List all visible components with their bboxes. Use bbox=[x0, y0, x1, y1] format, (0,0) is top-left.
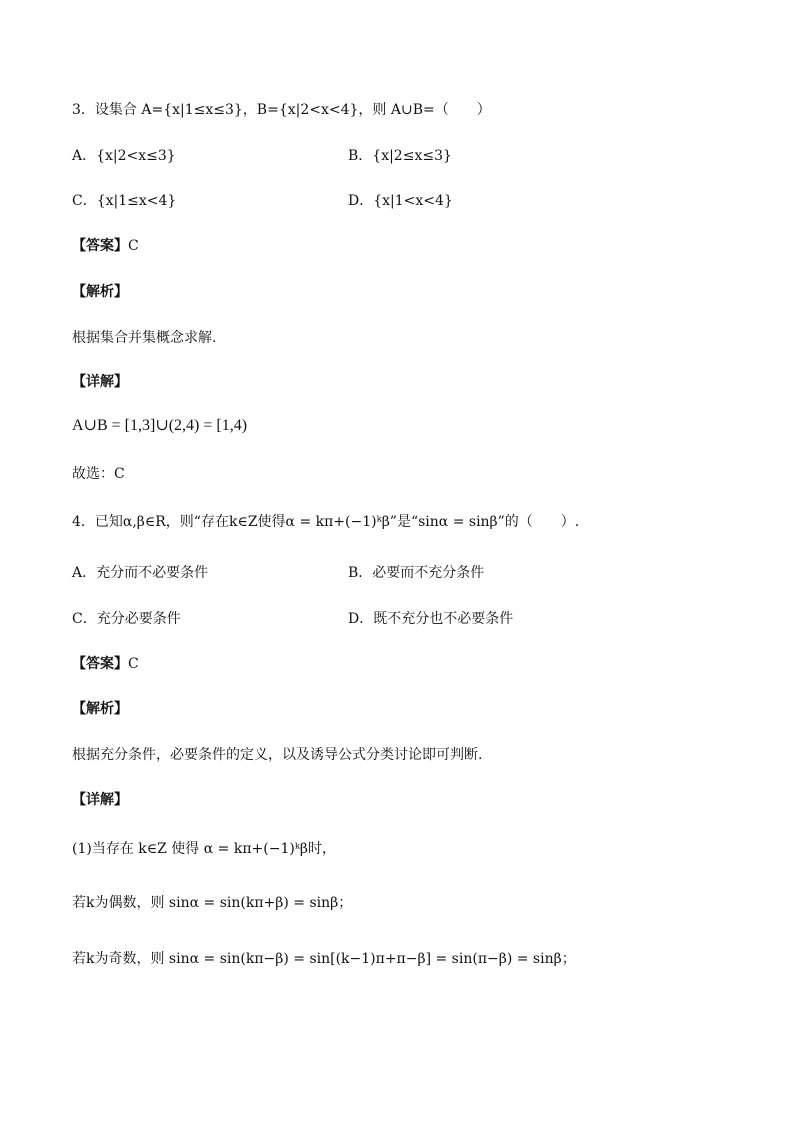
q4-answer-value: C bbox=[128, 656, 139, 672]
q4-analysis-label: 【解析】 bbox=[72, 701, 128, 717]
q3-detail-label: 【详解】 bbox=[72, 374, 128, 390]
q3-option-c: C．{x|1≤x<4} bbox=[72, 193, 177, 209]
q4-answer bbox=[72, 654, 139, 674]
q3-option-d: D．{x|1<x<4} bbox=[348, 193, 453, 209]
q4-option-d: D．既不充分也不必要条件 bbox=[348, 611, 514, 627]
q4-detail-even: 若k为偶数，则 sinα = sin(kπ+β) = sinβ； bbox=[72, 895, 353, 911]
q4-option-b: B．必要而不充分条件 bbox=[348, 565, 485, 581]
q3-stem: 3．设集合 A={x|1≤x≤3}，B={x|2<x<4}，则 A∪B=（ ） bbox=[72, 102, 491, 118]
q3-analysis-label: 【解析】 bbox=[72, 284, 128, 300]
q3-answer-value: C bbox=[128, 238, 139, 254]
q4-analysis-text: 根据充分条件，必要条件的定义，以及诱导公式分类讨论即可判断. bbox=[72, 747, 483, 763]
q3-option-b: B．{x|2≤x≤3} bbox=[348, 148, 452, 164]
q4-answer-label: 【答案】 bbox=[72, 656, 128, 672]
q3-answer-label: 【答案】 bbox=[72, 238, 128, 254]
q4-option-a: A．充分而不必要条件 bbox=[72, 565, 209, 581]
q4-detail-odd: 若k为奇数，则 sinα = sin(kπ−β) = sin[(k−1)π+π−β] = sin(π−β) = sinβ； bbox=[72, 951, 576, 967]
q3-analysis-text: 根据集合并集概念求解. bbox=[72, 330, 217, 346]
q4-detail-case1: (1)当存在 k∈Z 使得 α = kπ+(−1)ᵏβ时， bbox=[72, 841, 337, 857]
q4-detail-label: 【详解】 bbox=[72, 792, 128, 808]
q3-option-a: A．{x|2<x≤3} bbox=[72, 148, 176, 164]
q4-stem: 4．已知α,β∈R，则“存在k∈Z使得α = kπ+(−1)ᵏβ”是“sinα = sinβ”的（ ）. bbox=[72, 514, 580, 530]
q3-detail-formula: A∪B = [1,3]∪(2,4) = [1,4) bbox=[72, 417, 248, 434]
q4-option-c: C．充分必要条件 bbox=[72, 611, 181, 627]
q3-conclusion: 故选：C bbox=[72, 466, 125, 482]
q3-answer bbox=[72, 236, 139, 256]
